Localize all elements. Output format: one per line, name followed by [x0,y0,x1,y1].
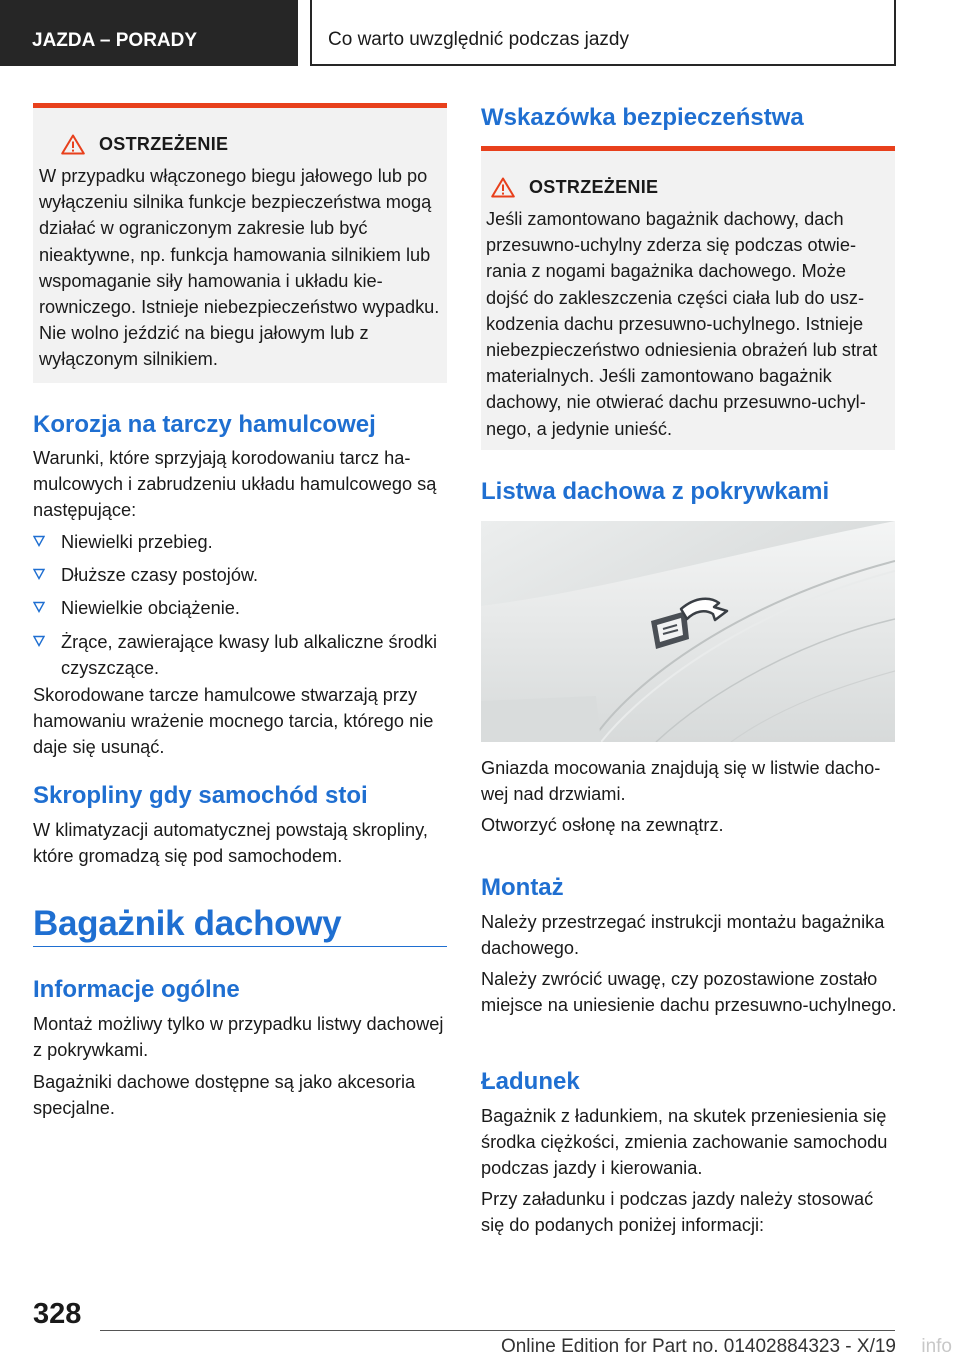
warning-title [486,177,889,198]
warning-triangle-icon [61,134,85,155]
bullet-triangle-icon [33,568,45,580]
heading-general-info: Informacje ogólne [33,976,240,1003]
warning-box-idle [33,103,447,383]
section-tab: JAZDA – PORADY [0,0,298,66]
warning-title-text: OSTRZEŻENIE [99,134,229,154]
heading-safety-note: Wskazówka bezpieczeństwa [481,104,804,131]
warning-triangle-icon [491,177,515,198]
warning-title-text: OSTRZEŻENIE [529,177,659,197]
corrosion-intro: Warunki, które sprzyjają korodowaniu tarcz hamulcowych i zabrudzeniu układu hamulcowego są następujące: [33,448,437,521]
list-item: Niewielkie obciążenie. [33,595,449,621]
warning-box-roof [481,146,895,450]
heading-condensation: Skropliny gdy samochód stoi [33,782,368,809]
heading-roof-rail: Listwa dachowa z pokrywkami [481,478,830,505]
load-p1: Bagażnik z ładunkiem, na skutek przeniesienia się środka ciężkości, zmienia zachowanie samochodu podczas jazdy i kierowania. [481,1106,888,1179]
edition-text: Online Edition for Part no. 01402884323 - X/19 [500,1336,896,1357]
warning-text: Jeśli zamontowano bagażnik dachowy, dach przesuwno-uchylny zderza się podczas otwierania z nogami bagażnika dachowego. Może dojść do zakleszczenia części ciała lub do uszkodzenia dachu przesuwno-uchylnego. Istnieje niebezpieczeństwo odniesienia obrażeń lub strat materialnych. Jeśli zamontowano bagażnik dachowy, nie otwierać dachu przesuwno-uchylnego, a jedynie unieść. [486,209,878,439]
roof-rail-photo [481,521,895,742]
list-item: Niewielki przebieg. [33,529,449,555]
list-item: Dłuższe czasy postojów. [33,562,449,588]
footer-rule [100,1330,895,1331]
mounting-p2: Należy zwrócić uwagę, czy pozostawione zostało miejsce na uniesienie dachu przesuwno-uchylnego. [481,969,897,1016]
heading-roof-rack: Bagażnik dachowy [33,904,342,943]
list-item: Żrące, zawierające kwasy lub alkaliczne środki czyszczące. [33,629,449,681]
heading-brake-corrosion: Korozja na tarczy hamulcowej [33,411,376,438]
bullet-triangle-icon [33,635,45,647]
heading-rule [33,946,447,947]
watermark-text: info [921,1336,952,1357]
roofrack-p1: Montaż możliwy tylko w przypadku listwy dachowej z pokrywkami. [33,1014,444,1061]
roof-rail-illustration [481,521,895,742]
heading-load: Ładunek [481,1068,580,1095]
warning-title [39,134,441,155]
chapter-title: Co warto uwzględnić podczas jazdy [310,0,896,66]
corrosion-outro: Skorodowane tarcze hamulcowe stwarzają przy hamowaniu wrażenie mocnego tarcia, którego nie daje się usunąć. [33,685,434,758]
rail-p2: Otworzyć osłonę na zewnątrz. [481,815,724,835]
corrosion-list [33,529,449,688]
bullet-triangle-icon [33,535,45,547]
warning-text: W przypadku włączonego biegu jałowego lub po wyłączeniu silnika funkcje bezpieczeństwa mogą działać w ograniczonym zakresie lub być nieaktywne, np. funkcja hamowania silnikiem lub wspomaganie siły hamowania i układu kierowniczego. Istnieje niebezpieczeństwo wypadku. Nie wolno jeździć na biegu jałowym lub z wyłączonym silnikiem. [39,166,440,370]
rail-p1: Gniazda mocowania znajdują się w listwie dachowej nad drzwiami. [481,758,881,805]
roofrack-p2: Bagażniki dachowe dostępne są jako akcesoria specjalne. [33,1072,416,1119]
page-number: 328 [33,1298,82,1330]
page-header [0,0,960,66]
bullet-triangle-icon [33,601,45,613]
condensation-text: W klimatyzacji automatycznej powstają skropliny, które gromadzą się pod samochodem. [33,820,428,867]
mounting-p1: Należy przestrzegać instrukcji montażu bagażnika dachowego. [481,912,885,959]
load-p2: Przy załadunku i podczas jazdy należy stosować się do podanych poniżej informacji: [481,1189,874,1236]
heading-mounting: Montaż [481,874,564,901]
